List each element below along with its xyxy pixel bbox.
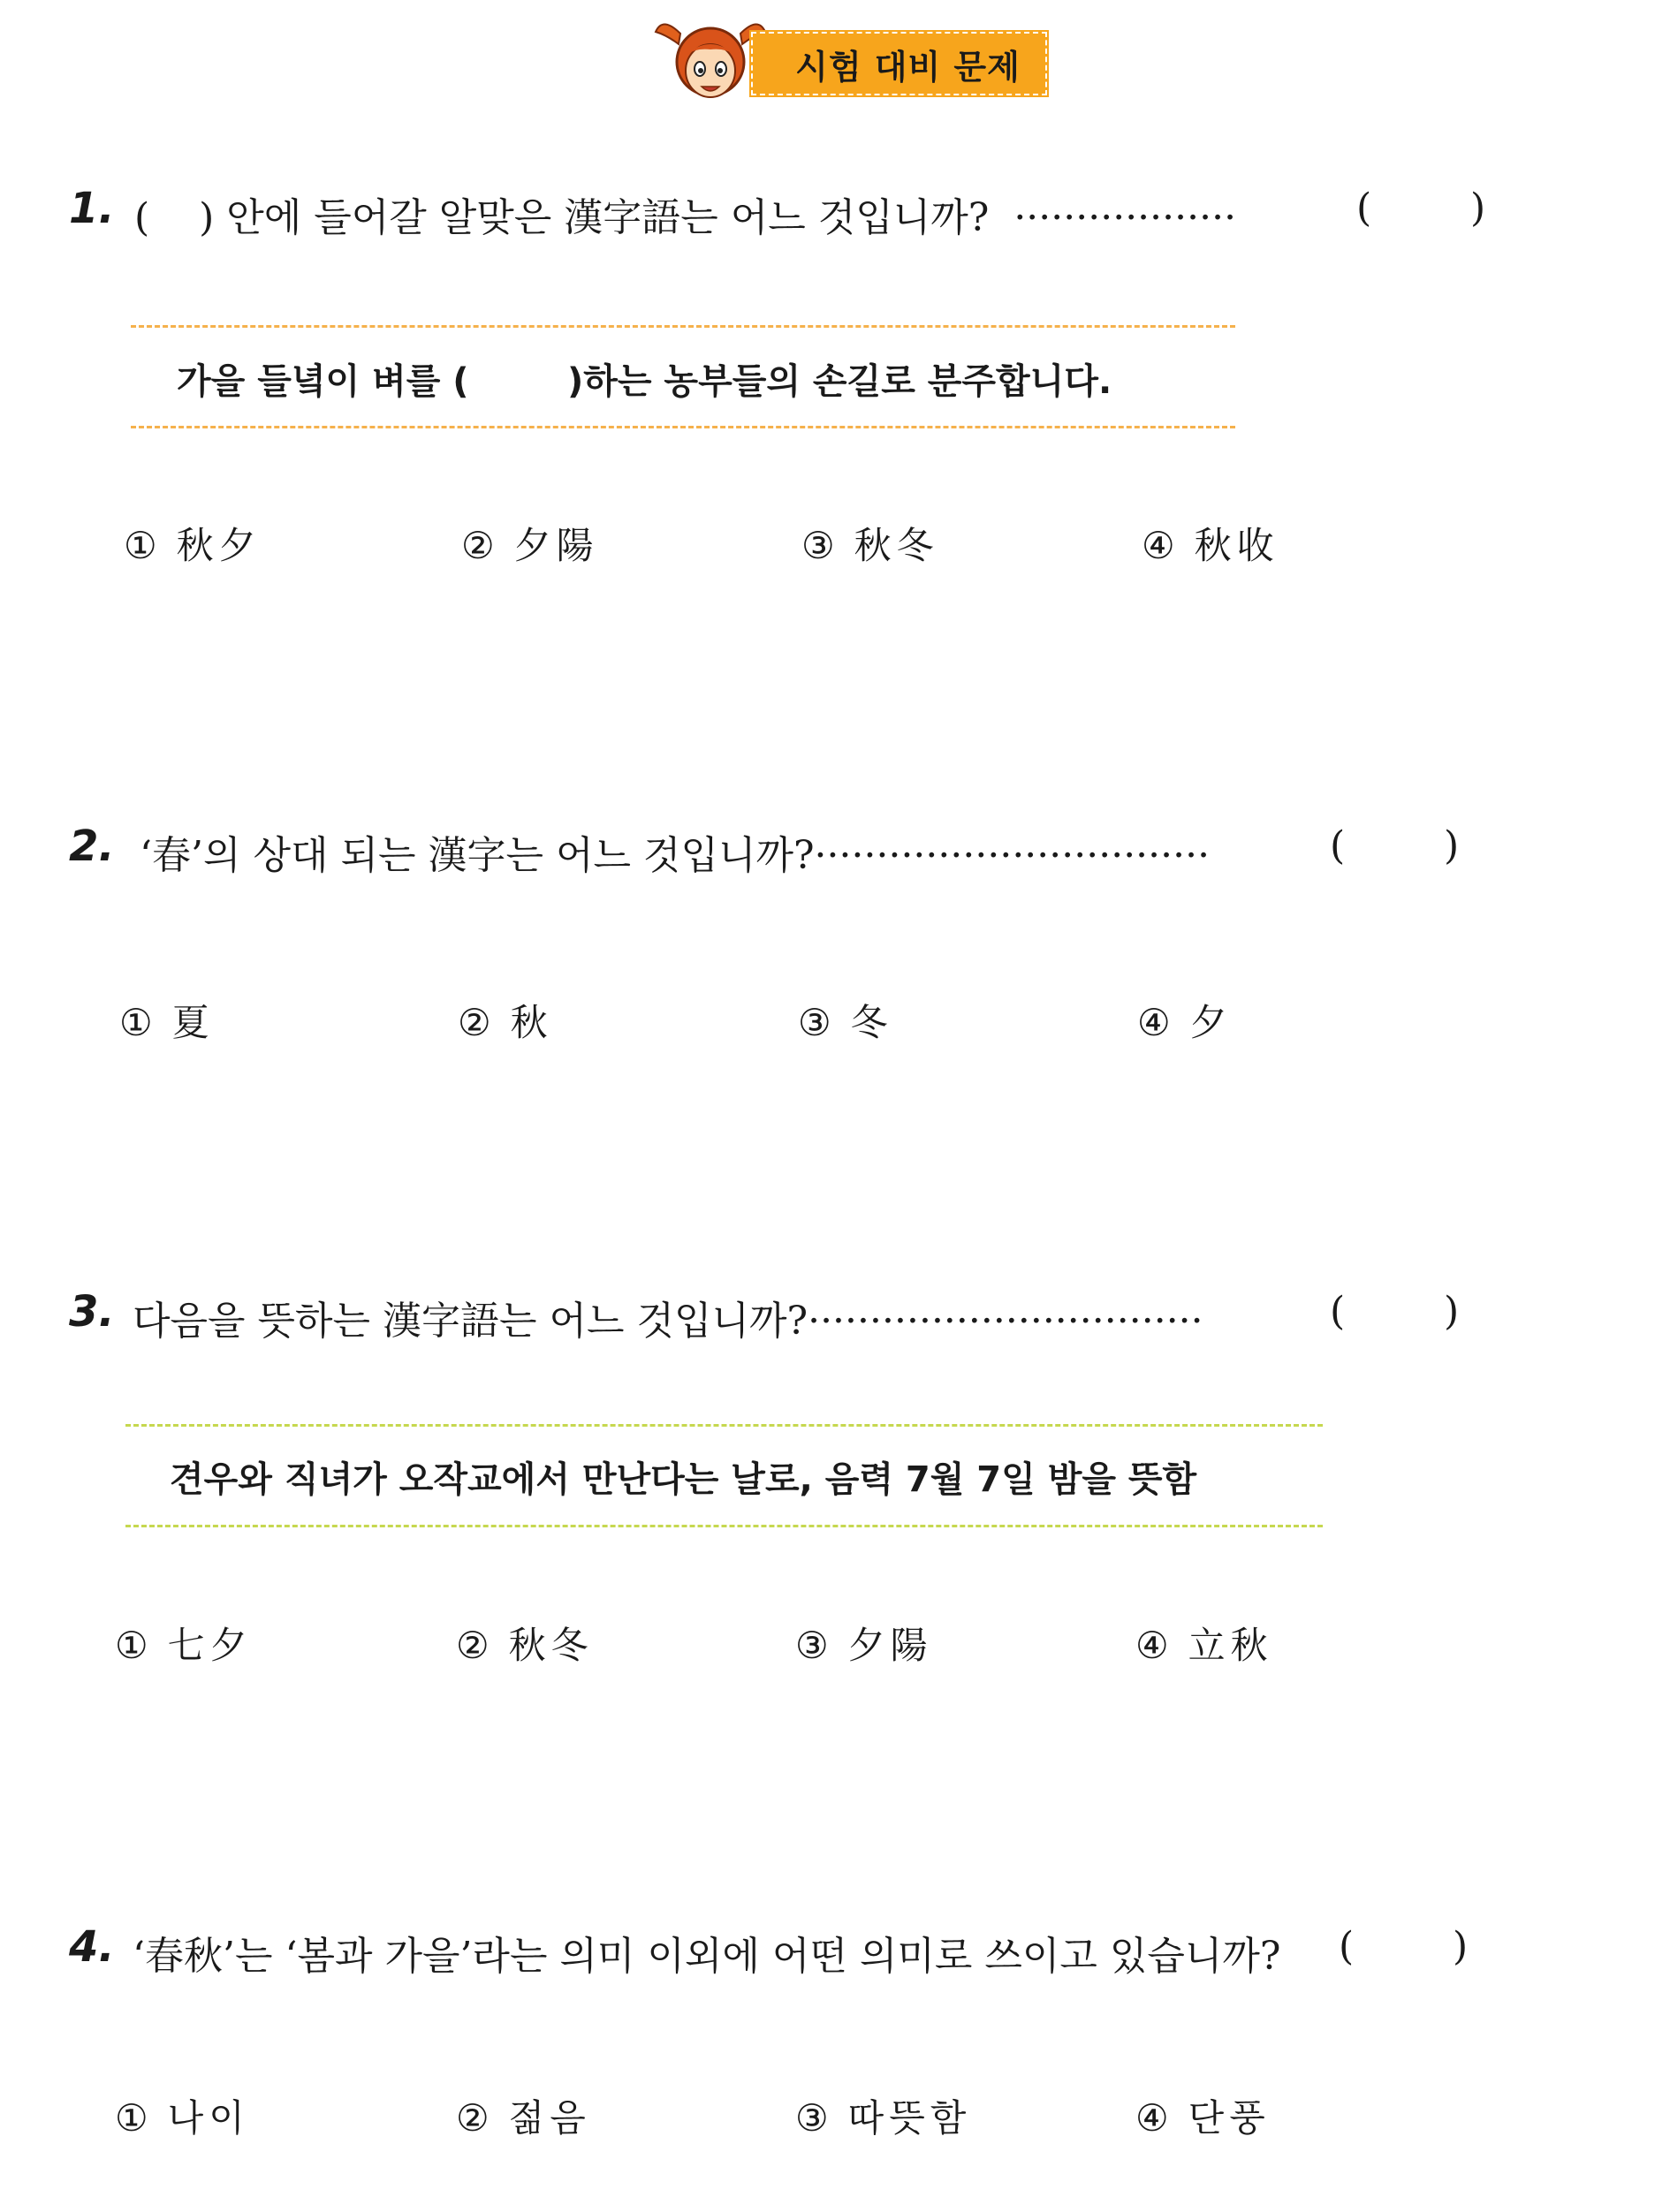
option-3[interactable] [798, 994, 893, 1047]
option-4[interactable] [1135, 2089, 1271, 2142]
option-value: 나이 [167, 2096, 250, 2140]
option-number: ② [456, 2096, 490, 2140]
option-number: ③ [795, 2096, 829, 2140]
box-top-line [131, 325, 1235, 328]
option-1[interactable] [124, 517, 262, 570]
option-number: ① [119, 1001, 153, 1044]
option-number: ③ [795, 1624, 829, 1667]
option-number: ② [456, 1624, 490, 1667]
option-value: 단풍 [1188, 2096, 1271, 2140]
option-value: 夕陽 [513, 524, 599, 567]
answer-blank[interactable]: ( ) [1330, 823, 1460, 868]
option-number: ④ [1142, 524, 1175, 567]
question-text: 다음을 뜻하는 漢字語는 어느 것입니까?································ [133, 1299, 1203, 1344]
option-4[interactable] [1135, 1617, 1273, 1670]
option-number: ③ [801, 524, 835, 567]
option-number: ① [115, 1624, 148, 1667]
option-value: 立秋 [1188, 1624, 1273, 1667]
option-value: 夏 [171, 1001, 215, 1044]
section-header [654, 16, 1060, 104]
option-4[interactable] [1142, 517, 1279, 570]
box-bottom-line [125, 1525, 1323, 1527]
option-value: 七夕 [167, 1624, 253, 1667]
option-value: 秋冬 [508, 1624, 594, 1667]
option-value: 夕陽 [847, 1624, 933, 1667]
answer-blank[interactable]: ( ) [1330, 1289, 1460, 1334]
question-text: ‘春’의 상대 되는 漢字는 어느 것입니까?································ [140, 833, 1211, 878]
option-4[interactable] [1137, 994, 1233, 1047]
box-bottom-line [131, 426, 1235, 428]
question-number: 2. [69, 822, 115, 871]
option-value: 秋收 [1194, 524, 1279, 567]
option-number: ③ [798, 1001, 831, 1044]
box-top-line [125, 1424, 1323, 1427]
option-value: 夕 [1189, 1001, 1233, 1044]
option-value: 젊음 [508, 2096, 591, 2140]
header-title: 시험 대비 문제 [795, 47, 1021, 87]
answer-blank[interactable]: ( ) [1356, 186, 1486, 231]
option-2[interactable] [461, 517, 599, 570]
question-text: ( ) 안에 들어갈 알맞은 漢字語는 어느 것입니까? ·················· [134, 195, 1237, 240]
question-passage: 가을 들녘이 벼를 ( )하는 농부들의 손길로 분주합니다. [177, 361, 1112, 402]
answer-blank[interactable]: ( ) [1339, 1924, 1469, 1969]
option-2[interactable] [458, 994, 553, 1047]
question-passage: 견우와 직녀가 오작교에서 만난다는 날로, 음력 7월 7일 밤을 뜻함 [170, 1459, 1197, 1500]
option-value: 秋冬 [854, 524, 939, 567]
option-3[interactable] [795, 2089, 971, 2142]
question-number: 4. [69, 1922, 115, 1972]
option-1[interactable] [119, 994, 215, 1047]
option-3[interactable] [795, 1617, 933, 1670]
option-2[interactable] [456, 2089, 591, 2142]
option-1[interactable] [115, 2089, 250, 2142]
option-number: ② [458, 1001, 491, 1044]
question-number: 3. [69, 1287, 115, 1337]
option-value: 따뜻함 [847, 2096, 972, 2140]
option-value: 秋 [510, 1001, 553, 1044]
option-3[interactable] [801, 517, 939, 570]
option-number: ④ [1135, 2096, 1169, 2140]
option-number: ① [124, 524, 157, 567]
option-number: ④ [1135, 1624, 1169, 1667]
option-number: ④ [1137, 1001, 1171, 1044]
option-2[interactable] [456, 1617, 594, 1670]
option-value: 冬 [850, 1001, 893, 1044]
question-number: 1. [69, 184, 115, 233]
option-number: ② [461, 524, 495, 567]
option-number: ① [115, 2096, 148, 2140]
option-value: 秋夕 [176, 524, 262, 567]
option-1[interactable] [115, 1617, 253, 1670]
header-banner [751, 32, 1047, 95]
question-text: ‘春秋’는 ‘봄과 가을’라는 의미 이외에 어떤 의미로 쓰이고 있습니까? [133, 1934, 1281, 1979]
